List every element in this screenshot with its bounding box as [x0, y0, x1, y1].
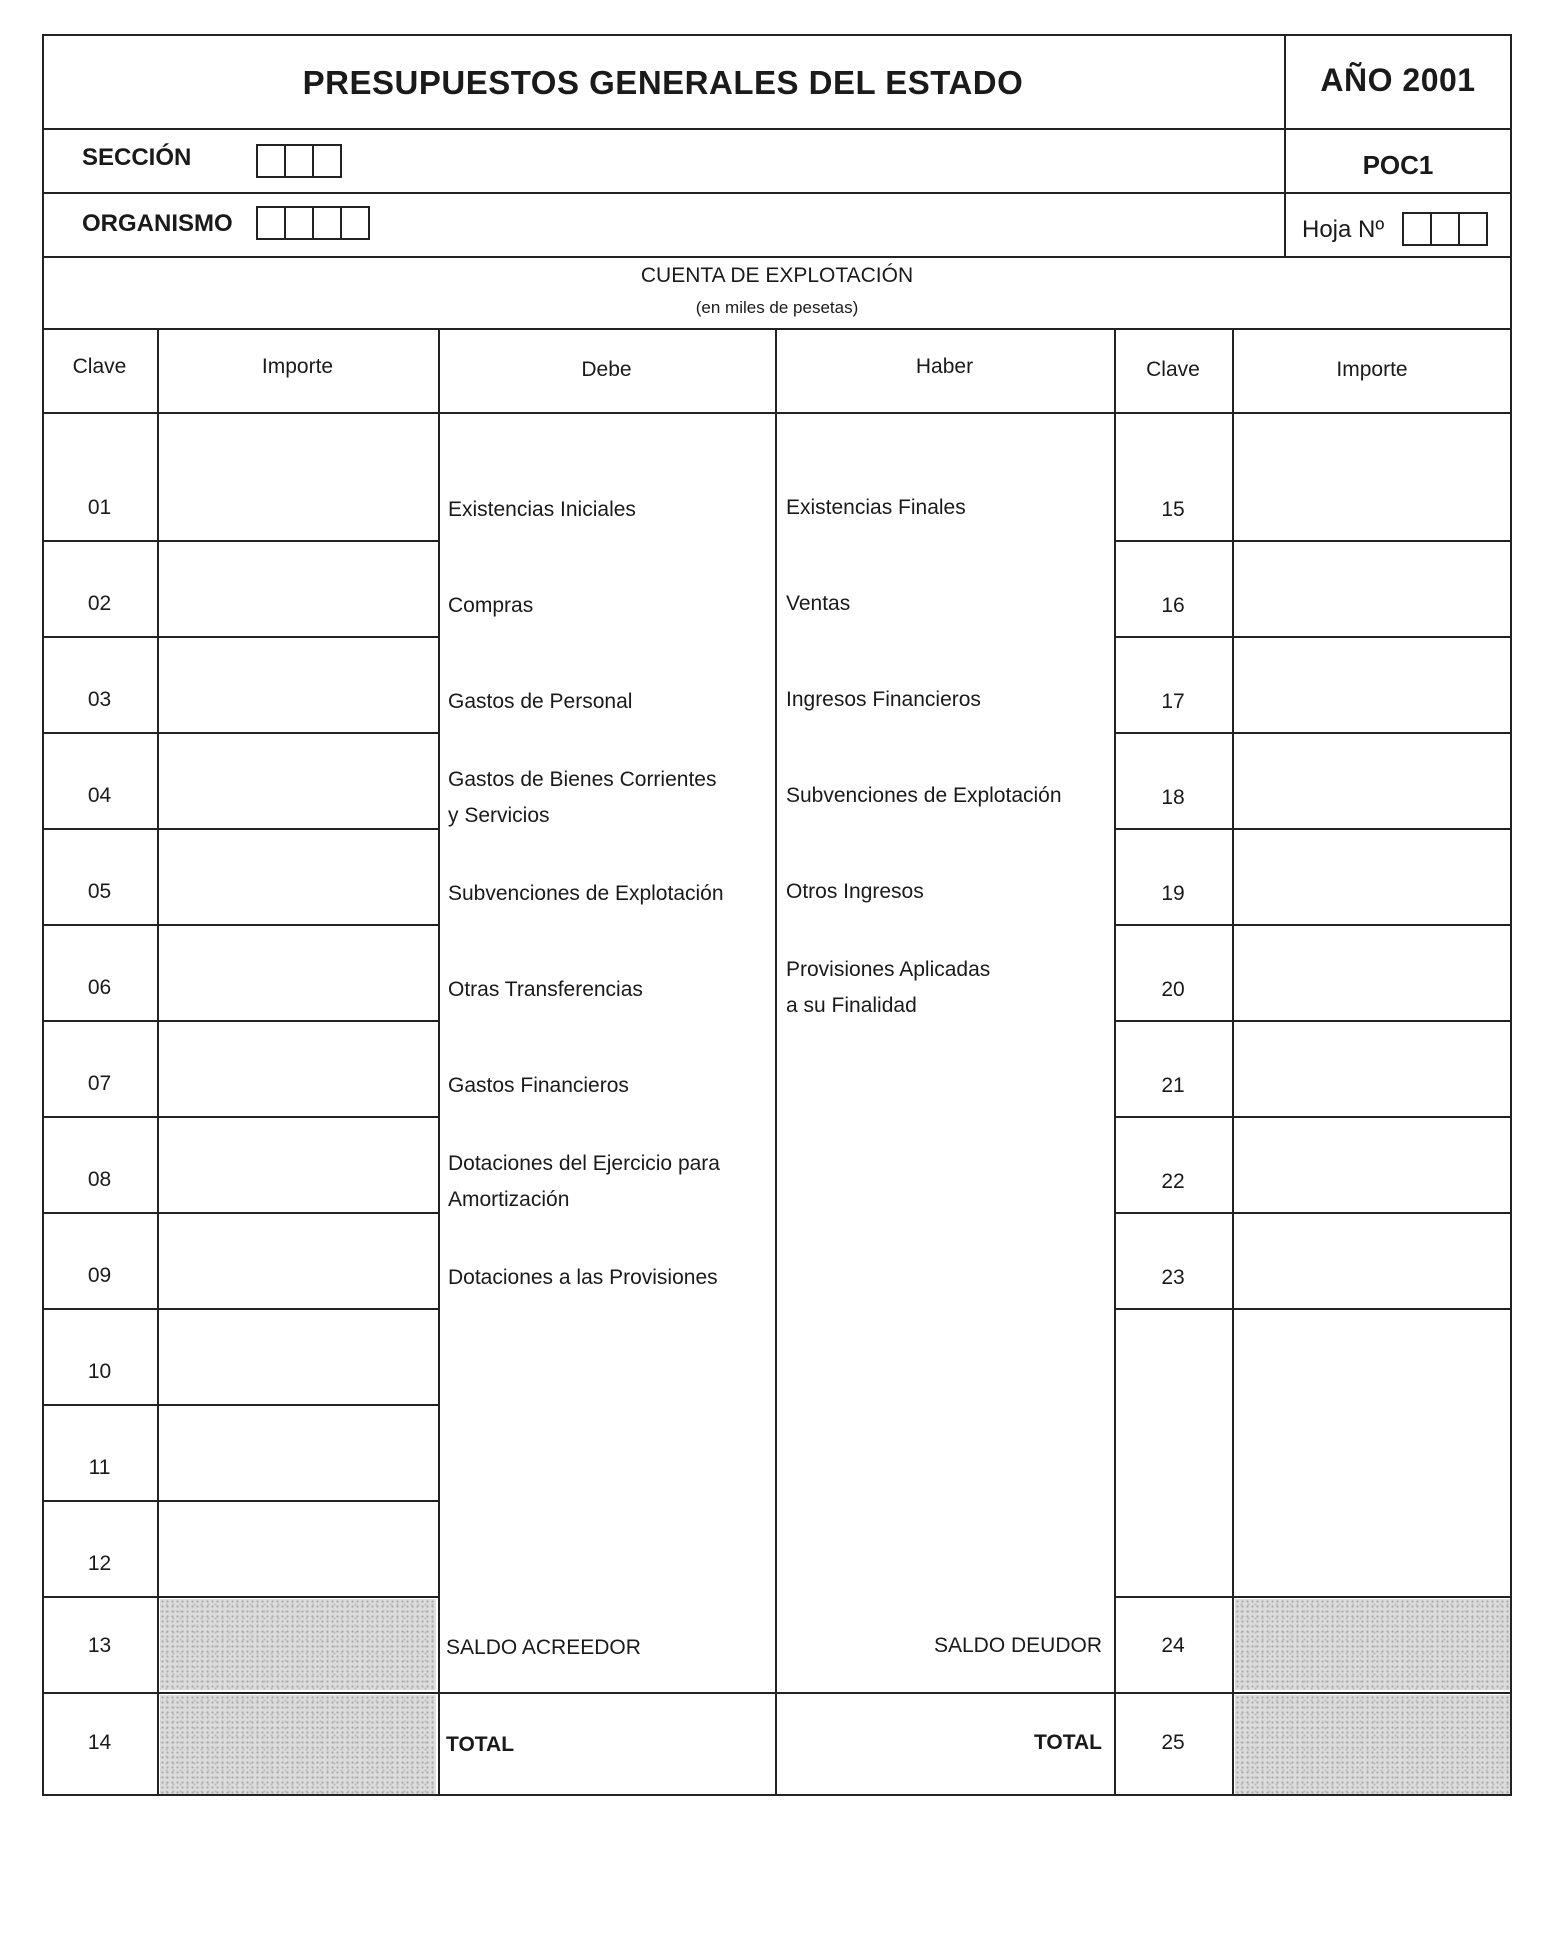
row-code-left: 11: [88, 1456, 111, 1479]
row-code-left: 12: [87, 1552, 112, 1575]
debe-label: Dotaciones del Ejercicio para: [448, 1152, 720, 1175]
haber-label: Subvenciones de Explotación: [786, 784, 1062, 807]
column-header-haber: Haber: [915, 355, 974, 378]
code-14: 14: [87, 1731, 112, 1754]
row-code-right: 15: [1161, 498, 1185, 521]
row-code-left: 10: [87, 1360, 112, 1383]
rule: [1114, 732, 1512, 734]
debe-label: Gastos de Personal: [448, 690, 633, 713]
rule: [1114, 924, 1512, 926]
organism-code-boxes[interactable]: [256, 206, 370, 240]
sheet-label: Hoja Nº: [1302, 216, 1385, 243]
rule: [775, 328, 777, 1796]
rule: [1114, 540, 1512, 542]
row-code-right: 19: [1161, 882, 1185, 905]
rule: [42, 328, 1512, 330]
account-subtitle: (en miles de pesetas): [695, 298, 859, 317]
rule: [42, 412, 1512, 414]
rule: [42, 924, 438, 926]
total-haber-label: TOTAL: [1033, 1731, 1102, 1754]
row-code-left: 09: [87, 1264, 112, 1287]
rule: [42, 636, 438, 638]
rule: [42, 1020, 438, 1022]
row-code-right: 16: [1161, 594, 1185, 617]
haber-label: Provisiones Aplicadas: [786, 958, 991, 981]
rule: [42, 1212, 438, 1214]
organism-label: ORGANISMO: [82, 210, 233, 237]
shaded-cell: [160, 1695, 436, 1794]
rule: [157, 328, 159, 1796]
column-header-importe-left: Importe: [261, 355, 334, 378]
rule: [42, 828, 438, 830]
rule: [42, 1308, 438, 1310]
row-code-left: 08: [87, 1168, 112, 1191]
haber-label: Ventas: [786, 592, 851, 615]
code-24: 24: [1161, 1634, 1185, 1657]
shaded-cell: [1235, 1599, 1510, 1690]
debe-label: Dotaciones a las Provisiones: [448, 1266, 718, 1289]
rule: [1114, 328, 1116, 1796]
saldo-deudor-label: SALDO DEUDOR: [933, 1634, 1102, 1657]
debe-label: Otras Transferencias: [448, 978, 643, 1001]
column-header-clave-left: Clave: [72, 355, 127, 378]
account-title: CUENTA DE EXPLOTACIÓN: [640, 264, 914, 287]
debe-label: Gastos de Bienes Corrientes: [448, 768, 717, 791]
haber-label: a su Finalidad: [786, 994, 917, 1017]
row-code-right: 18: [1161, 786, 1185, 809]
shaded-cell: [160, 1599, 436, 1690]
haber-label: Ingresos Financieros: [786, 688, 981, 711]
row-code-right: 17: [1161, 690, 1185, 713]
haber-label: Otros Ingresos: [786, 880, 924, 903]
debe-label: Subvenciones de Explotación: [448, 882, 724, 905]
rule: [42, 1500, 438, 1502]
rule: [42, 192, 1512, 194]
rule: [42, 1596, 438, 1598]
rule: [42, 540, 438, 542]
debe-label: y Servicios: [448, 804, 550, 827]
rule: [42, 1404, 438, 1406]
rule: [42, 732, 438, 734]
rule: [42, 256, 1512, 258]
total-debe-label: TOTAL: [446, 1733, 515, 1756]
code-13: 13: [87, 1634, 112, 1657]
row-code-left: 05: [87, 880, 112, 903]
sheet-number-boxes[interactable]: [1402, 212, 1488, 246]
row-code-left: 01: [87, 496, 112, 519]
rule: [42, 1692, 1512, 1694]
column-header-debe: Debe: [581, 358, 632, 381]
form-code: POC1: [1362, 150, 1434, 180]
rule: [1114, 828, 1512, 830]
rule: [1114, 1308, 1512, 1310]
rule: [1114, 1020, 1512, 1022]
rule: [1114, 1212, 1512, 1214]
rule: [1114, 636, 1512, 638]
debe-label: Amortización: [448, 1188, 570, 1211]
saldo-acreedor-label: SALDO ACREEDOR: [446, 1636, 641, 1659]
year-label: AÑO 2001: [1320, 62, 1476, 98]
row-code-right: 22: [1161, 1170, 1185, 1193]
shaded-cell: [1235, 1695, 1510, 1794]
debe-label: Compras: [448, 594, 534, 617]
rule: [1232, 328, 1234, 1796]
debe-label: Existencias Iniciales: [448, 498, 636, 521]
code-25: 25: [1161, 1731, 1185, 1754]
section-label: SECCIÓN: [82, 144, 192, 171]
row-code-left: 02: [87, 592, 112, 615]
rule: [438, 328, 440, 1796]
page-title: PRESUPUESTOS GENERALES DEL ESTADO: [302, 64, 1024, 101]
rule: [42, 128, 1512, 130]
rule: [1114, 1116, 1512, 1118]
row-code-right: 21: [1161, 1074, 1185, 1097]
row-code-left: 03: [87, 688, 112, 711]
rule: [42, 1116, 438, 1118]
row-code-right: 20: [1161, 978, 1185, 1001]
row-code-left: 06: [87, 976, 112, 999]
column-header-importe-right: Importe: [1336, 358, 1408, 381]
section-code-boxes[interactable]: [256, 144, 342, 178]
rule: [1114, 1596, 1512, 1598]
debe-label: Gastos Financieros: [448, 1074, 629, 1097]
column-header-clave-right: Clave: [1146, 358, 1200, 381]
row-code-left: 04: [87, 784, 112, 807]
haber-label: Existencias Finales: [786, 496, 966, 519]
row-code-right: 23: [1161, 1266, 1185, 1289]
row-code-left: 07: [87, 1072, 112, 1095]
